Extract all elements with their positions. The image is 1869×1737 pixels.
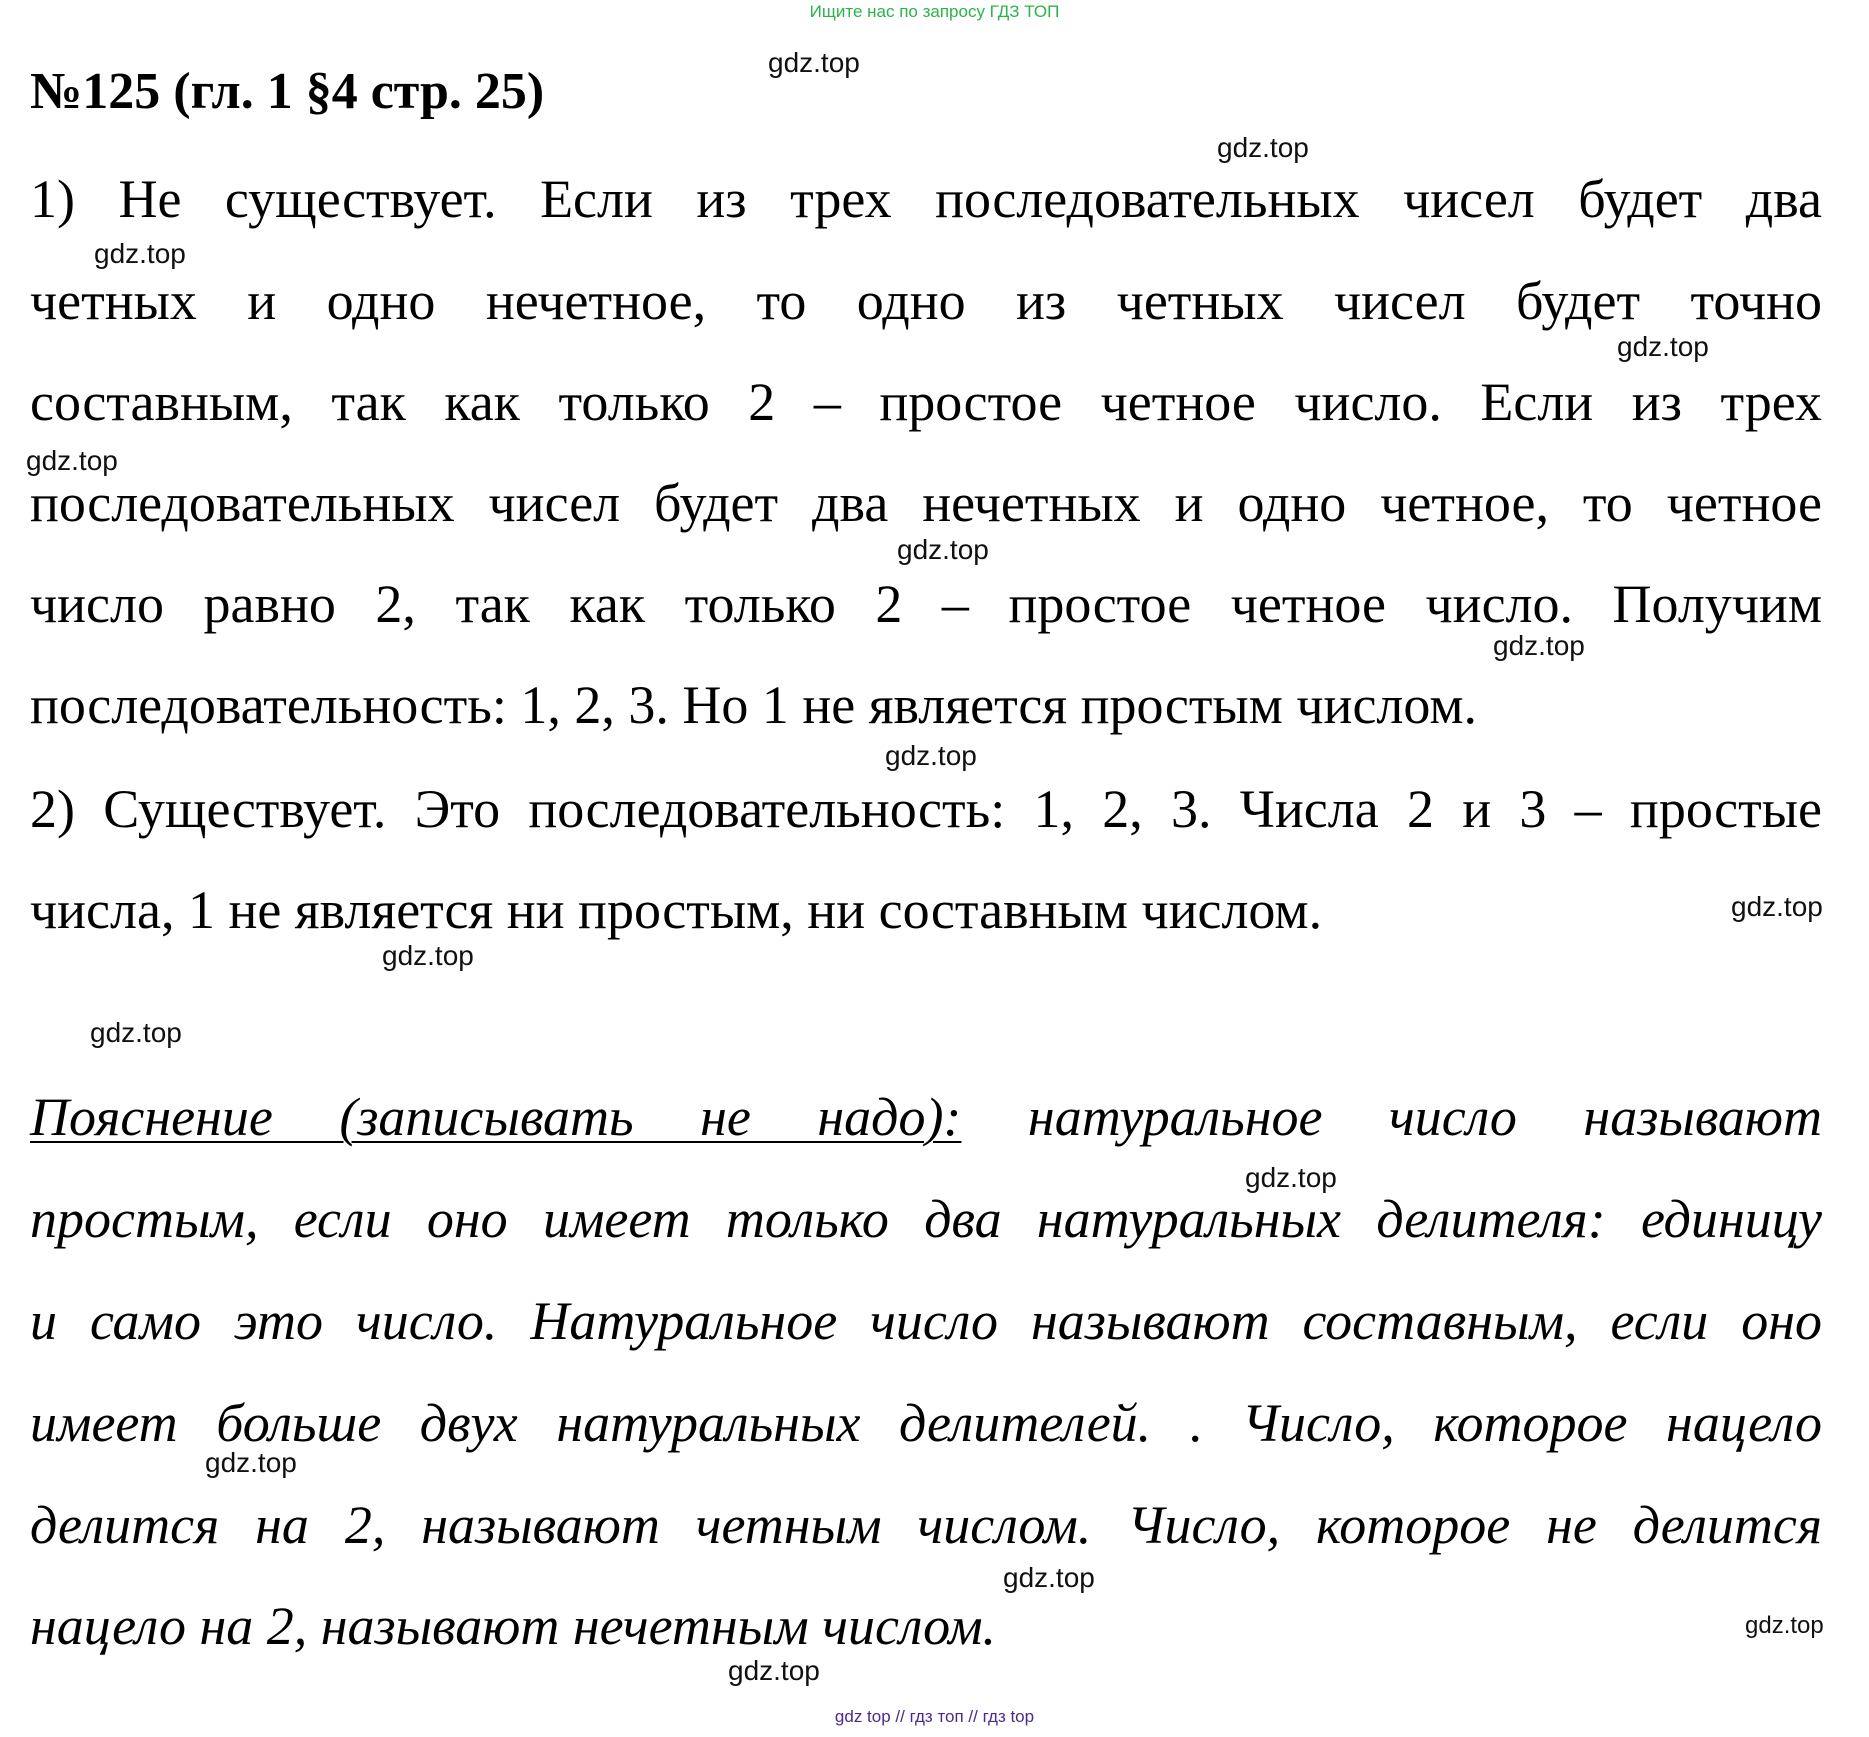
- answer-line-1: 1) Не существует. Если из трех последовательных чисел будет два: [30, 169, 1822, 229]
- answer-line-4: последовательных чисел будет два нечетных и одно четное, то четное: [30, 473, 1822, 533]
- page-title: №125 (гл. 1 §4 стр. 25): [30, 63, 545, 120]
- watermark: gdz.top: [1617, 331, 1709, 362]
- watermark: gdz.top: [897, 534, 989, 565]
- explanation-line-3: и само это число. Натуральное число называют составным, если оно: [30, 1291, 1822, 1351]
- answer-line-5: число равно 2, так как только 2 – простое четное число. Получим: [30, 574, 1822, 634]
- answer-line-6: последовательность: 1, 2, 3. Но 1 не является простым числом.: [30, 675, 1478, 735]
- explanation-line-5: делится на 2, называют четным числом. Число, которое не делится: [30, 1495, 1822, 1555]
- watermark: gdz.top: [885, 740, 977, 771]
- explanation-line-2: простым, если оно имеет только два натуральных делителя: единицу: [30, 1189, 1822, 1249]
- watermark: gdz.top: [1217, 132, 1309, 163]
- watermark: gdz.top: [94, 238, 186, 269]
- explanation-line-1: [30, 1086, 1822, 1148]
- watermark: gdz.top: [728, 1655, 820, 1686]
- footer-links: gdz top // гдз топ // гдз top: [834, 1707, 1035, 1726]
- search-hint-banner: Ищите нас по запросу ГДЗ ТОП: [809, 2, 1060, 21]
- explanation-first-line-rest: натуральное число называют: [961, 1087, 1822, 1147]
- watermark: gdz.top: [90, 1017, 182, 1048]
- watermark: gdz.top: [1493, 630, 1585, 661]
- explanation-line-4: имеет больше двух натуральных делителей. . Число, которое нацело: [30, 1393, 1822, 1453]
- watermark: gdz.top: [1245, 1162, 1337, 1193]
- watermark: gdz.top: [205, 1447, 297, 1478]
- answer-line-7: 2) Существует. Это последовательность: 1, 2, 3. Числа 2 и 3 – простые: [30, 779, 1822, 839]
- answer-line-3: составным, так как только 2 – простое четное число. Если из трех: [30, 372, 1822, 432]
- watermark: gdz.top: [26, 445, 118, 476]
- watermark: gdz.top: [1745, 1612, 1824, 1639]
- watermark: gdz.top: [382, 940, 474, 971]
- watermark: gdz.top: [768, 47, 860, 78]
- watermark: gdz.top: [1003, 1562, 1095, 1593]
- explanation-label: Пояснение (записывать не надо):: [30, 1087, 962, 1147]
- answer-line-2: четных и одно нечетное, то одно из четных чисел будет точно: [30, 271, 1822, 331]
- answer-line-8: числа, 1 не является ни простым, ни составным числом.: [30, 880, 1323, 940]
- watermark: gdz.top: [1731, 891, 1823, 922]
- explanation-line-6: нацело на 2, называют нечетным числом.: [30, 1596, 997, 1656]
